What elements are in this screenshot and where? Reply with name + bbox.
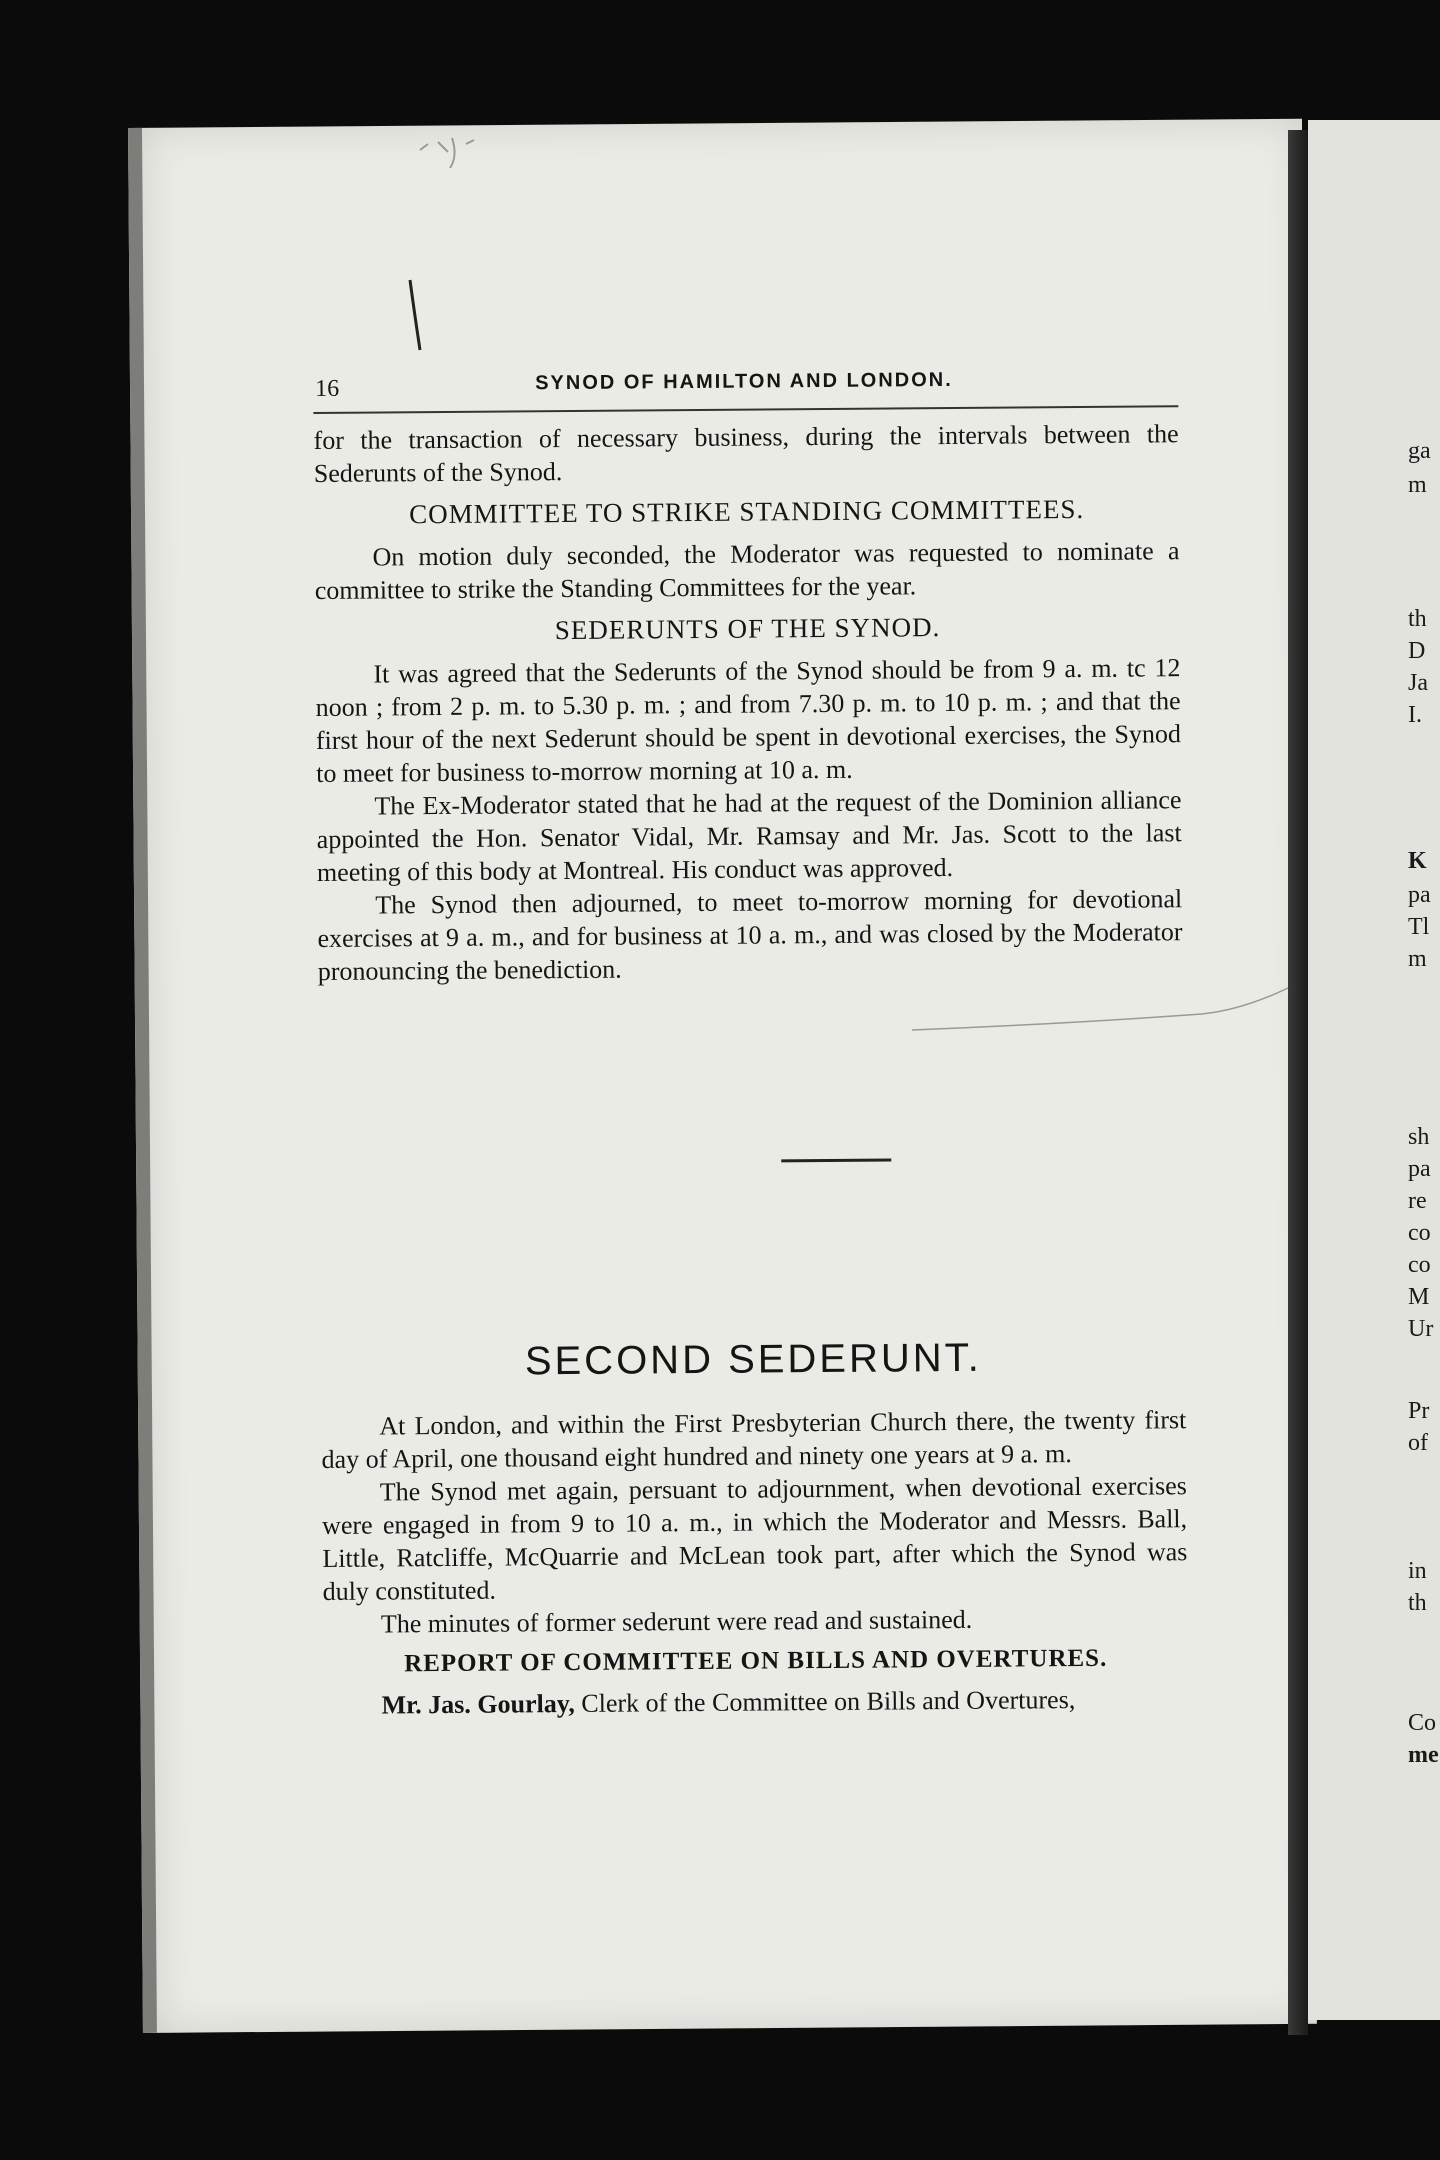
book-gutter — [1288, 130, 1308, 2035]
paragraph-text: Clerk of the Committee on Bills and Overtures, — [574, 1685, 1076, 1718]
adjacent-fragment: in — [1408, 1558, 1427, 1584]
adjacent-fragment: Pr — [1408, 1398, 1430, 1424]
adjacent-fragment: m — [1408, 472, 1427, 498]
page-number: 16 — [315, 375, 340, 402]
adjacent-fragment: Tl — [1408, 914, 1430, 940]
adjacent-fragment: sh — [1408, 1124, 1430, 1150]
adjacent-fragment: me — [1408, 1742, 1439, 1768]
header-rule — [313, 405, 1178, 414]
adjacent-fragment: th — [1408, 606, 1427, 632]
paragraph: At London, and within the First Presbyterian Church there, the twenty first day of April, one thousand eight hundred and ninety one years at 9 a. m. — [321, 1405, 1187, 1474]
paragraph: The Synod then adjourned, to meet to-morrow morning for devotional exercises at 9 a. m., and for business at 10 a. m., and was closed by the Moderator pronouncing the benediction. — [317, 884, 1183, 986]
paragraph: On motion duly seconded, the Moderator was requested to nominate a committee to strike the Standing Committees for the year. — [314, 536, 1180, 605]
adjacent-fragment: pa — [1408, 882, 1431, 908]
paragraph: The Ex-Moderator stated that he had at the request of the Dominion alliance appointed the Hon. Senator Vidal, Mr. Ramsay and Mr. Jas. Scott to the last meeting of this body at Montreal. His conduct was approved. — [316, 785, 1182, 887]
paragraph: The Synod met again, persuant to adjournment, when devotional exercises were engaged in from 9 to 10 a. m., in which the Moderator and Messrs. Ball, Little, Ratcliffe, McQuarrie and McLean took part, after which the Synod was duly constituted. — [322, 1471, 1188, 1606]
adjacent-fragment: Co — [1408, 1710, 1437, 1736]
adjacent-fragment: pa — [1408, 1156, 1431, 1182]
adjacent-fragment: re — [1408, 1188, 1427, 1214]
adjacent-fragment: I. — [1408, 702, 1422, 728]
adjacent-fragment: Ja — [1408, 670, 1428, 696]
running-title: SYNOD OF HAMILTON AND LONDON. — [535, 368, 953, 395]
ink-marks — [400, 130, 580, 390]
section-heading: COMMITTEE TO STRIKE STANDING COMMITTEES. — [409, 493, 1085, 530]
adjacent-fragment: co — [1408, 1252, 1431, 1278]
section-heading: REPORT OF COMMITTEE ON BILLS AND OVERTURES. — [404, 1644, 1108, 1678]
adjacent-page — [1308, 120, 1440, 2020]
adjacent-fragment: of — [1408, 1430, 1428, 1456]
paragraph — [323, 1682, 1188, 1722]
page-content — [185, 357, 1211, 1723]
speaker-name: Mr. Jas. Gourlay, — [381, 1688, 575, 1720]
paragraph: The minutes of former sederunt were read and sustained. — [380, 1604, 973, 1639]
adjacent-fragment: M — [1408, 1284, 1430, 1310]
section-heading: SEDERUNTS OF THE SYNOD. — [554, 612, 941, 646]
paragraph: for the transaction of necessary business, during the intervals between the Sederunts of the Synod. — [313, 419, 1179, 488]
adjacent-fragment: co — [1408, 1220, 1431, 1246]
adjacent-fragment: D — [1408, 638, 1426, 664]
adjacent-fragment: Ur — [1408, 1316, 1434, 1342]
section-divider — [781, 1158, 891, 1162]
adjacent-fragment: K — [1408, 848, 1427, 874]
sederunt-heading: SECOND SEDERUNT. — [524, 1335, 982, 1384]
adjacent-fragment: m — [1408, 946, 1427, 972]
running-head — [185, 357, 1200, 405]
adjacent-fragment: ga — [1408, 438, 1431, 464]
adjacent-fragment: th — [1408, 1590, 1427, 1616]
paragraph: It was agreed that the Sederunts of the Synod should be from 9 a. m. tc 12 noon ; from 2 p. m. to 5.30 p. m. ; and from 7.30 p. m. to 10 p. m. ; and that the first hour of the next Sederunt should be spent in devotional exercises, the Synod to meet for business to-morrow morning at 10 a. m. — [315, 653, 1182, 788]
